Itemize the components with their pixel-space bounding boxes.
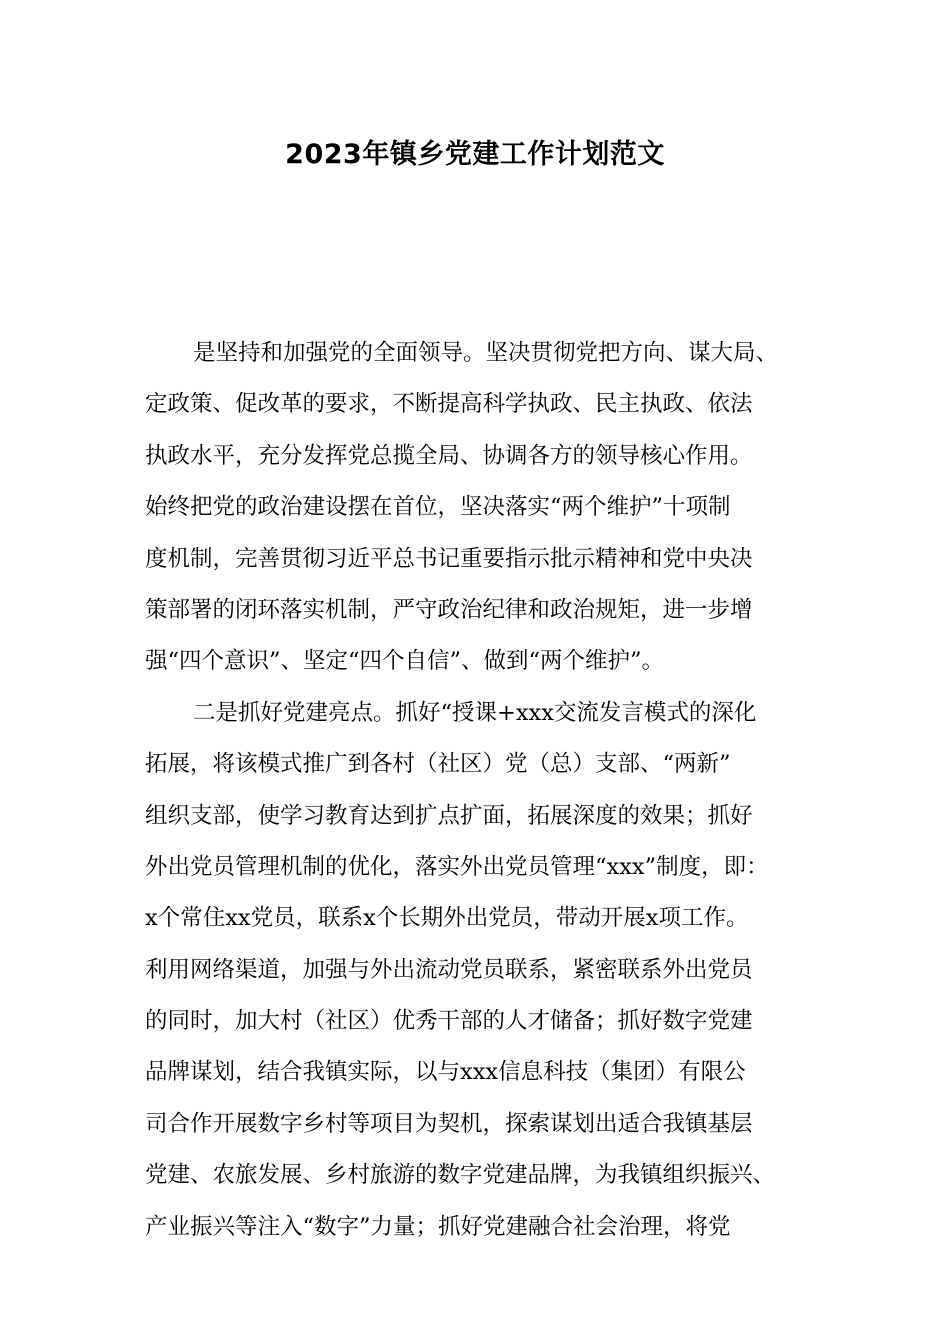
body-line: 二是抓好党建亮点。抓好“授课+xxx交流发言模式的深化 <box>193 699 757 726</box>
body-line: 强“四个意识”、坚定“四个自信”、做到“两个维护”。 <box>145 648 665 675</box>
body-line: 拓展，将该模式推广到各村（社区）党（总）支部、“两新” <box>145 751 731 778</box>
body-line: 品牌谋划，结合我镇实际，以与xxx信息科技（集团）有限公 <box>145 1059 746 1086</box>
body-line: 定政策、促改革的要求，不断提高科学执政、民主执政、依法 <box>145 391 753 418</box>
body-line: 利用网络渠道，加强与外出流动党员联系，紧密联系外出党员 <box>145 956 753 983</box>
body-line: 策部署的闭环落实机制，严守政治纪律和政治规矩，进一步增 <box>145 596 753 623</box>
body-line: x个常住xx党员，联系x个长期外出党员，带动开展x项工作。 <box>145 905 749 932</box>
body-line: 是坚持和加强党的全面领导。坚决贯彻党把方向、谋大局、 <box>193 340 779 366</box>
body-line: 外出党员管理机制的优化，落实外出党员管理“xxx”制度，即： <box>145 853 769 880</box>
body-line: 司合作开展数字乡村等项目为契机，探索谋划出适合我镇基层 <box>145 1110 753 1137</box>
body-line: 的同时，加大村（社区）优秀干部的人才储备；抓好数字党建 <box>145 1008 753 1035</box>
body-line: 产业振兴等注入“数字”力量；抓好党建融合社会治理，将党 <box>145 1213 731 1240</box>
document-body <box>145 328 815 1253</box>
body-line: 度机制，完善贯彻习近平总书记重要指示批示精神和党中央决 <box>145 545 753 572</box>
body-line: 党建、农旅发展、乡村旅游的数字党建品牌，为我镇组织振兴、 <box>145 1162 776 1189</box>
document-title: 2023年镇乡党建工作计划范文 <box>285 139 665 170</box>
body-line: 执政水平，充分发挥党总揽全局、协调各方的领导核心作用。 <box>145 442 753 469</box>
body-line: 始终把党的政治建设摆在首位，坚决落实“两个维护”十项制 <box>145 494 731 521</box>
body-line: 组织支部，使学习教育达到扩点扩面，拓展深度的效果；抓好 <box>145 802 753 829</box>
